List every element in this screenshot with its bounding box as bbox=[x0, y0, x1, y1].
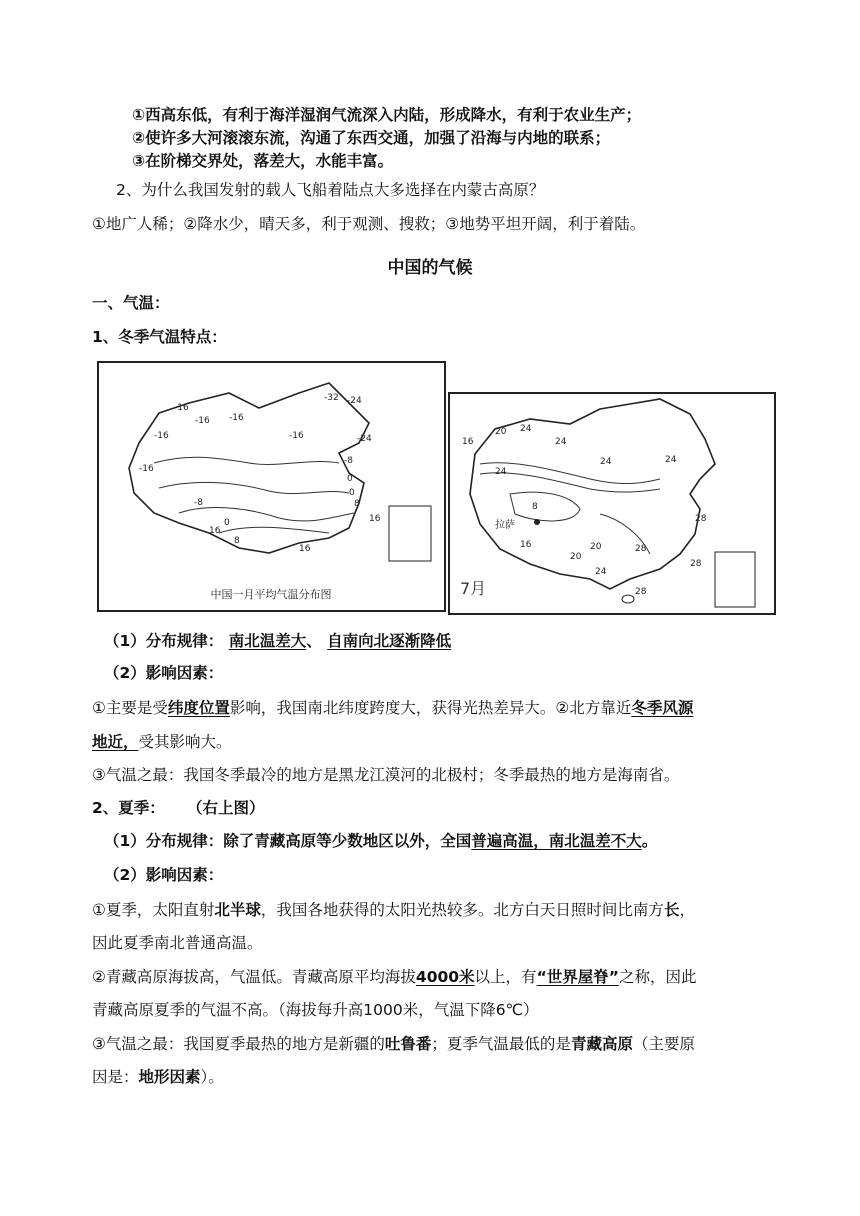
summer-map-label: 16 bbox=[462, 437, 474, 447]
text-span: ②青藏高原海拔高，气温低。青藏高原平均海拔 bbox=[92, 968, 416, 986]
summer-map-label: 20 bbox=[570, 552, 582, 562]
winter-map-label: 0 bbox=[224, 518, 230, 528]
winter-extreme: ③气温之最：我国冬季最冷的地方是黑龙江漠河的北极村；冬季最热的地方是海南省。 bbox=[92, 766, 680, 784]
summer-map-label: 28 bbox=[635, 544, 647, 554]
july-temperature-map bbox=[448, 392, 776, 615]
text-span: ， bbox=[679, 901, 695, 919]
winter-factor-2 bbox=[92, 731, 232, 753]
text-span: 地形因素 bbox=[138, 1068, 201, 1086]
winter-factor-1 bbox=[92, 697, 693, 719]
winter-map-label: -16 bbox=[195, 416, 210, 426]
text-span: ；夏季气温最低的是 bbox=[431, 1035, 571, 1053]
winter-law bbox=[104, 630, 451, 652]
text-span: 北半球 bbox=[214, 901, 261, 919]
summer-map-label: 20 bbox=[590, 542, 602, 552]
text-span: 吐鲁番 bbox=[384, 1035, 432, 1053]
text-span: ，我国各地获得的太阳光热较多。北方白天日照时间比南方 bbox=[260, 901, 664, 919]
summer-map-label: 8 bbox=[532, 502, 538, 512]
text-span: 纬度位置 bbox=[167, 699, 230, 717]
summer-map-label: 24 bbox=[520, 424, 532, 434]
text-span: 青藏高原 bbox=[570, 1035, 633, 1053]
text-span: ③气温之最：我国夏季最热的地方是新疆的 bbox=[92, 1035, 385, 1053]
winter-law-1: 南北温差大 bbox=[228, 632, 307, 650]
text-span: 普遍高温，南北温差不大 bbox=[471, 832, 642, 850]
summer-map-label: 28 bbox=[695, 514, 707, 524]
winter-map-label: 16 bbox=[209, 526, 221, 536]
summer-map-label: 24 bbox=[600, 457, 612, 467]
winter-map-caption: 中国一月平均气温分布图 bbox=[210, 588, 332, 601]
summer-extreme bbox=[92, 1033, 695, 1055]
text-span: ①主要是受 bbox=[92, 699, 168, 717]
winter-map-label: -16 bbox=[289, 431, 304, 441]
map-city-label: 拉萨 bbox=[495, 520, 515, 531]
summer-factor-1b: 因此夏季南北普通高温。 bbox=[92, 934, 263, 952]
winter-map-label: 16 bbox=[299, 544, 311, 554]
text-span: 以上，有 bbox=[474, 968, 537, 986]
winter-map-label: -16 bbox=[229, 413, 244, 423]
winter-map-label: -32 bbox=[324, 393, 339, 403]
heading-summer bbox=[92, 797, 265, 819]
summer-factor-2b: 青藏高原夏季的气温不高。（海拔每升高1000米，气温下降6℃） bbox=[92, 1001, 539, 1019]
summer-factor-label: （2）影响因素： bbox=[104, 866, 224, 884]
summer-extreme-b bbox=[92, 1066, 224, 1088]
winter-map-label: -24 bbox=[347, 396, 362, 406]
winter-factor-label: （2）影响因素： bbox=[104, 664, 224, 682]
para-line-1: ①西高东低，有利于海洋湿润气流深入内陆，形成降水，有利于农业生产； bbox=[132, 106, 642, 124]
winter-map-label: 8 bbox=[354, 499, 360, 509]
text-span: 长 bbox=[663, 901, 680, 919]
text-span: 影响，我国南北纬度跨度大，获得光热差异大。②北方靠近 bbox=[229, 699, 632, 717]
summer-law bbox=[104, 830, 657, 852]
section-title: 中国的气候 bbox=[387, 258, 473, 278]
winter-map-label: 0 bbox=[349, 488, 355, 498]
map-month-label: 7月 bbox=[460, 579, 487, 598]
text-span: 受其影响大。 bbox=[138, 733, 232, 751]
heading-temperature: 一、气温： bbox=[92, 294, 170, 312]
text-span: 4000米 bbox=[415, 968, 475, 986]
text-span: 冬季风源 bbox=[631, 699, 694, 717]
heading-winter: 1、冬季气温特点： bbox=[92, 328, 227, 346]
summer-map-label: 20 bbox=[495, 427, 507, 437]
winter-map-label: 8 bbox=[234, 536, 240, 546]
text-span: ）。 bbox=[200, 1068, 224, 1086]
summer-factor-2 bbox=[92, 966, 696, 988]
para-line-3: ③在阶梯交界处，落差大，水能丰富。 bbox=[132, 152, 394, 170]
text-span: 。 bbox=[641, 832, 658, 850]
summer-factor-1 bbox=[92, 899, 695, 921]
answer-2: ①地广人稀；②降水少，晴天多，利于观测、搜救；③地势平坦开阔，利于着陆。 bbox=[92, 215, 646, 233]
summer-map-label: 16 bbox=[520, 540, 532, 550]
winter-map-label: -16 bbox=[174, 403, 189, 413]
text-span: （1）分布规律：除了青藏高原等少数地区以外，全国 bbox=[104, 832, 472, 850]
winter-map-label: -24 bbox=[357, 434, 372, 444]
summer-map-label: 24 bbox=[665, 455, 677, 465]
winter-map-label: -8 bbox=[194, 498, 203, 508]
text-span: （主要原 bbox=[632, 1035, 695, 1053]
summer-map-label: 24 bbox=[495, 467, 507, 477]
text-span: 地近， bbox=[92, 733, 139, 751]
text-span: （右上图） bbox=[194, 799, 265, 817]
winter-map-label: -16 bbox=[154, 431, 169, 441]
text-span: 2、夏季： bbox=[92, 799, 165, 817]
winter-law-label: （1）分布规律： bbox=[104, 632, 224, 650]
summer-map-label: 24 bbox=[595, 567, 607, 577]
summer-map-label: 24 bbox=[555, 437, 567, 447]
text-span: 之称，因此 bbox=[618, 968, 697, 986]
text-span: ①夏季，太阳直射 bbox=[92, 901, 215, 919]
para-line-2: ②使许多大河滚滚东流，沟通了东西交通，加强了沿海与内地的联系； bbox=[132, 129, 611, 147]
text-span: “世界屋脊” bbox=[536, 968, 619, 986]
winter-law-sep: 、 bbox=[306, 632, 322, 650]
winter-map-label: -8 bbox=[344, 456, 353, 466]
january-temperature-map bbox=[97, 361, 446, 612]
text-span: 因是： bbox=[92, 1068, 139, 1086]
winter-map-label: 16 bbox=[369, 514, 381, 524]
summer-map-label: 28 bbox=[690, 559, 702, 569]
question-2: 2、为什么我国发射的载人飞船着陆点大多选择在内蒙古高原？ bbox=[116, 181, 545, 199]
summer-map-label: 28 bbox=[635, 587, 647, 597]
winter-map-label: 0 bbox=[347, 474, 353, 484]
winter-map-label: -16 bbox=[139, 464, 154, 474]
winter-law-2: 自南向北逐渐降低 bbox=[327, 632, 452, 650]
